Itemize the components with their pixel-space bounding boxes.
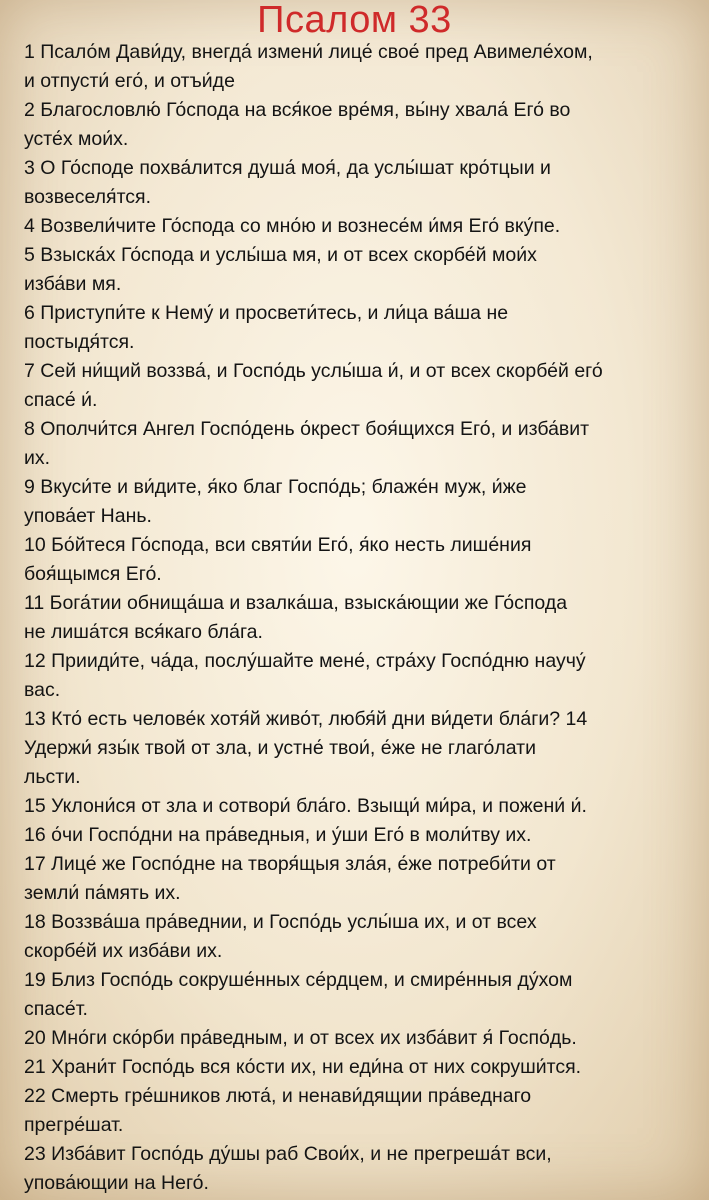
text-line: 2 Благословлю́ Го́спода на вся́кое вре́мя, вы́ну хвала́ Его́ во xyxy=(24,99,571,121)
text-line: боя́щымся Его́. xyxy=(24,563,162,585)
text-line: прегре́шат. xyxy=(24,1114,124,1136)
text-line: 6 Приступи́те к Нему́ и просвети́тесь, и ли́ца ва́ша не xyxy=(24,302,509,324)
text-line: вас. xyxy=(24,679,61,701)
text-line: 10 Бо́йтеся Го́спода, вси святи́и Его́, я́ко несть лише́ния xyxy=(24,534,532,556)
text-line: 19 Близ Госпо́дь сокруше́нных се́рдцем, и смире́нныя ду́хом xyxy=(24,969,573,991)
text-line: земли́ па́мять их. xyxy=(24,882,181,904)
text-line: упова́ющии на Него́. xyxy=(24,1172,209,1194)
text-line: 16 о́чи Госпо́дни на пра́ведныя, и у́ши Его́ в моли́тву их. xyxy=(24,824,532,846)
text-line: 7 Сей ни́щий воззва́, и Госпо́дь услы́ша и́, и от всех скорбе́й его́ xyxy=(24,360,603,382)
text-line: изба́ви мя. xyxy=(24,273,122,295)
text-line: возвеселя́тся. xyxy=(24,186,152,208)
text-line: 11 Бога́тии обнища́ша и взалка́ша, взыска́ющии же Го́спода xyxy=(24,592,568,614)
text-line: их. xyxy=(24,447,51,469)
text-line: упова́ет Нань. xyxy=(24,505,152,527)
text-line: 3 О Го́споде похва́лится душа́ моя́, да услы́шат кро́тцыи и xyxy=(24,157,551,179)
text-line: спасе́т. xyxy=(24,998,88,1020)
text-line: не лиша́тся вся́каго бла́га. xyxy=(24,621,263,643)
text-line: усте́х мои́х. xyxy=(24,128,129,150)
psalm-title: Псалом 33 xyxy=(257,0,452,41)
text-line: скорбе́й их изба́ви их. xyxy=(24,940,223,962)
text-line: и отпусти́ его́, и отъи́де xyxy=(24,70,235,92)
text-line: 4 Возвели́чите Го́спода со мно́ю и вознесе́м и́мя Его́ вку́пе. xyxy=(24,215,561,237)
text-line: 21 Храни́т Госпо́дь вся ко́сти их, ни еди́на от них сокруши́тся. xyxy=(24,1056,582,1078)
text-line: 12 Прииди́те, ча́да, послу́шайте мене́, стра́ху Госпо́дню научу́ xyxy=(24,650,586,672)
text-line: 9 Вкуси́те и ви́дите, я́ко благ Госпо́дь; блаже́н муж, и́же xyxy=(24,476,527,498)
text-line: 13 Кто́ есть челове́к хотя́й живо́т, любя́й дни ви́дети бла́ги? 14 xyxy=(24,708,588,730)
text-line: 8 Ополчи́тся Ангел Госпо́день о́крест боя́щихся Его́, и изба́вит xyxy=(24,418,590,440)
text-line: Удержи́ язы́к твой от зла, и устне́ твои́, е́же не глаго́лати xyxy=(24,737,536,759)
text-line: спасе́ и́. xyxy=(24,389,98,411)
text-line: льсти. xyxy=(24,766,81,788)
text-line: 18 Воззва́ша пра́веднии, и Госпо́дь услы́ша их, и от всех xyxy=(24,911,537,933)
text-line: 5 Взыска́х Го́спода и услы́ша мя, и от всех скорбе́й мои́х xyxy=(24,244,537,266)
text-line: 15 Уклони́ся от зла и сотвори́ бла́го. Взыщи́ ми́ра, и пожени́ и́. xyxy=(24,795,587,817)
text-line: 23 Изба́вит Госпо́дь ду́шы раб Свои́х, и не прегреша́т вси, xyxy=(24,1143,552,1165)
text-line: постыдя́тся. xyxy=(24,331,135,353)
text-line: 22 Смерть гре́шников люта́, и ненави́дящии пра́веднаго xyxy=(24,1085,532,1107)
psalm-text xyxy=(24,38,694,1198)
text-line: 20 Мно́ги ско́рби пра́ведным, и от всех их изба́вит я́ Госпо́дь. xyxy=(24,1027,577,1049)
text-line: 17 Лице́ же Госпо́дне на творя́щыя зла́я, е́же потреби́ти от xyxy=(24,853,556,875)
text-line: 1 Псало́м Дави́ду, внегда́ измени́ лице́ свое́ пред Авимеле́хом, xyxy=(24,41,593,63)
